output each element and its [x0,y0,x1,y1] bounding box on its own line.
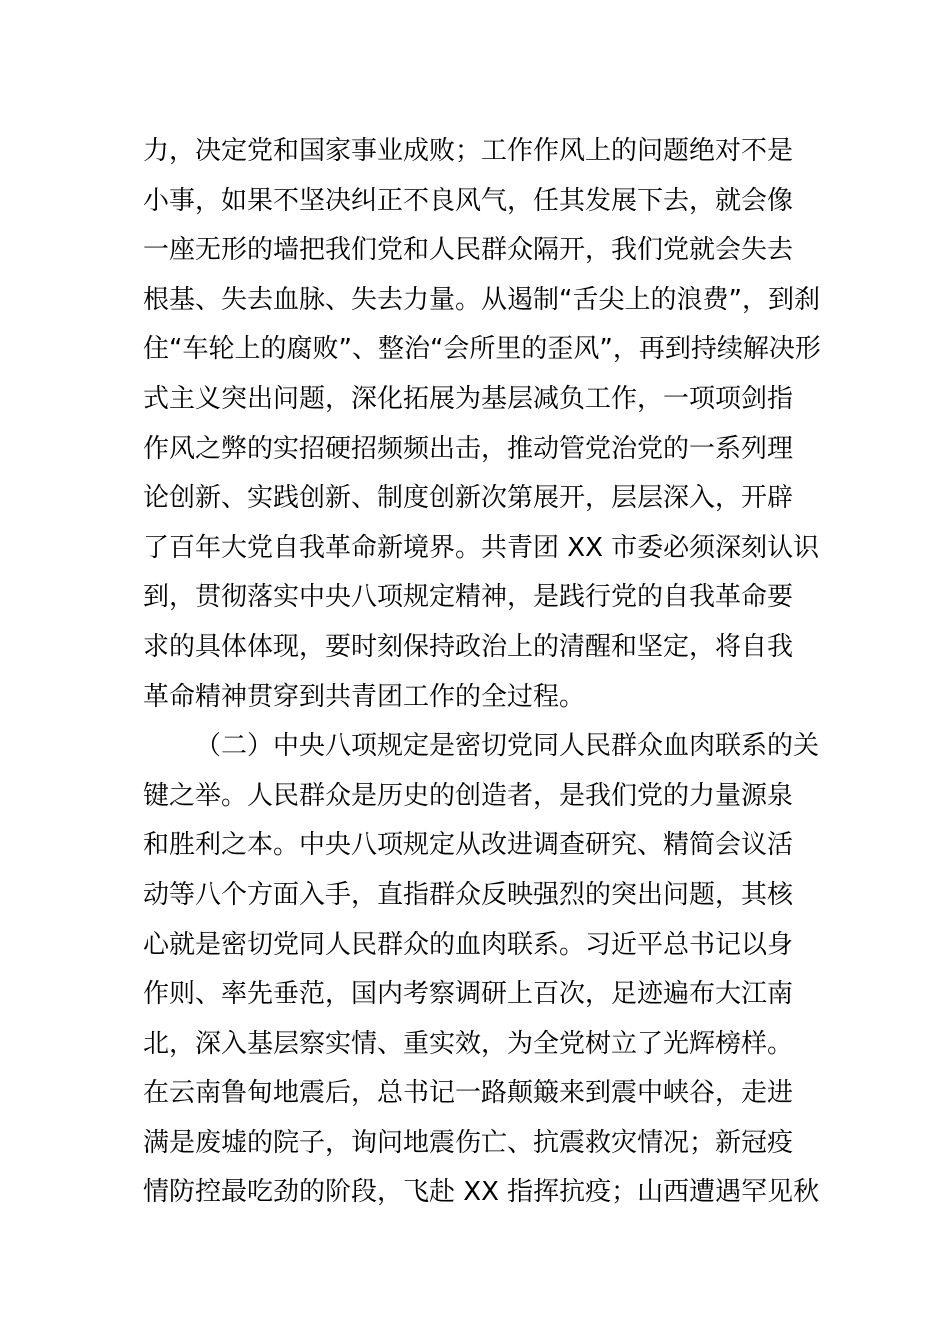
text-line: 作风之弊的实招硬招频频出击，推动管党治党的一系列理 [143,433,794,464]
text-line: 键之举。人民群众是历史的创造者，是我们党的力量源泉 [143,780,794,811]
text-line: 了百年大党自我革命新境界。共青团 XX 市委必须深刻认识 [143,532,820,563]
text-line: 住“车轮上的腐败”、整治“会所里的歪风”，再到持续解决形 [143,334,821,365]
paragraph-1 [143,127,821,722]
text-line: 作则、率先垂范，国内考察调研上百次，足迹遍布大江南 [143,979,794,1010]
text-line: 心就是密切党同人民群众的血肉联系。习近平总书记以身 [143,929,794,960]
text-line: 式主义突出问题，深化拓展为基层减负工作，一项项剑指 [143,383,794,414]
text-line: 满是废墟的院子，询问地震伤亡、抗震救灾情况；新冠疫 [143,1127,794,1158]
text-line: 革命精神贯穿到共青团工作的全过程。 [143,681,586,712]
text-line: 论创新、实践创新、制度创新次第展开，层层深入，开辟 [143,483,794,514]
document-body [143,127,821,1218]
text-line: 一座无形的墙把我们党和人民群众隔开，我们党就会失去 [143,235,794,266]
text-line: 在云南鲁甸地震后，总书记一路颠簸来到震中峡谷，走进 [143,1078,794,1109]
text-line: 根基、失去血脉、失去力量。从遏制“舌尖上的浪费”，到刹 [143,284,820,315]
text-line: 求的具体体现，要时刻保持政治上的清醒和坚定，将自我 [143,631,794,662]
text-line: 北，深入基层察实情、重实效，为全党树立了光辉榜样。 [143,1028,794,1059]
text-line: 情防控最吃劲的阶段，飞赴 XX 指挥抗疫；山西遭遇罕见秋 [143,1177,820,1208]
paragraph-2 [143,722,820,1218]
text-line: 到，贯彻落实中央八项规定精神，是践行党的自我革命要 [143,582,794,613]
text-line: （二）中央八项规定是密切党同人民群众血肉联系的关 [195,731,820,762]
text-line: 动等八个方面入手，直指群众反映强烈的突出问题，其核 [143,879,794,910]
text-line: 小事，如果不坚决纠正不良风气，任其发展下去，就会像 [143,185,794,216]
text-line: 和胜利之本。中央八项规定从改进调查研究、精简会议活 [143,830,794,861]
text-line: 力，决定党和国家事业成败；工作作风上的问题绝对不是 [143,136,794,166]
